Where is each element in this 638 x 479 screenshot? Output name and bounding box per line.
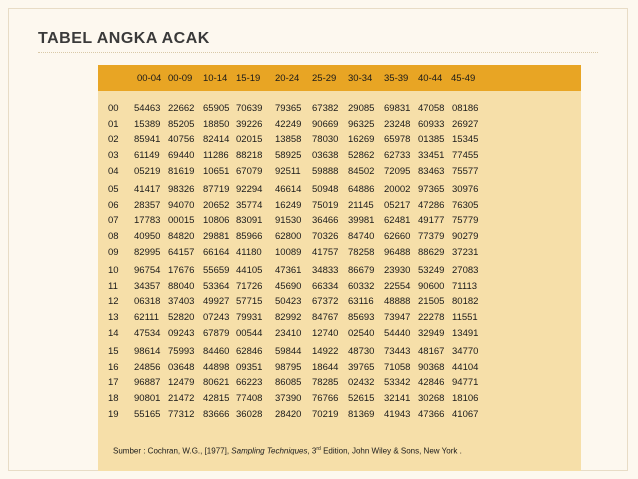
table-cell: 86085: [275, 377, 302, 389]
table-cell: 50423: [275, 296, 302, 308]
table-cell: 23410: [275, 327, 302, 339]
table-cell: 26927: [452, 118, 479, 130]
table-cell: 64886: [348, 184, 375, 195]
row-label: 16: [108, 361, 119, 373]
table-cell: 39226: [236, 118, 263, 130]
table-cell: 79931: [236, 312, 263, 324]
row-label: 04: [108, 165, 119, 177]
table-cell: 02432: [348, 377, 375, 389]
table-cell: 83666: [203, 408, 230, 420]
table-cell: 07243: [203, 312, 230, 324]
table-cell: 09351: [236, 361, 263, 373]
row-label: 07: [108, 215, 119, 227]
row-label: 10: [108, 265, 119, 276]
table-cell: 52615: [348, 393, 375, 405]
row-label: 01: [108, 118, 119, 130]
table-cell: 96488: [384, 246, 411, 258]
table-cell: 16249: [275, 199, 302, 211]
row-label: 02: [108, 134, 119, 146]
table-cell: 90368: [418, 361, 445, 373]
table-cell: 67382: [312, 103, 339, 114]
column-header: 10-14: [203, 73, 228, 84]
table-cell: 39981: [348, 215, 375, 227]
table-cell: 72095: [384, 165, 411, 177]
table-cell: 64157: [168, 246, 195, 258]
table-cell: 20002: [384, 184, 411, 195]
column-header: 45-49: [451, 73, 476, 84]
random-number-table: [98, 65, 581, 471]
table-cell: 47366: [418, 408, 445, 420]
row-label: 08: [108, 231, 119, 243]
table-cell: 22554: [384, 280, 411, 292]
table-cell: 65978: [384, 134, 411, 146]
table-cell: 69440: [168, 150, 195, 162]
table-cell: 98326: [168, 184, 195, 195]
table-cell: 27083: [452, 265, 479, 276]
table-cell: 10651: [203, 165, 230, 177]
table-cell: 15345: [452, 134, 479, 146]
table-cell: 41067: [452, 408, 479, 420]
table-cell: 67879: [203, 327, 230, 339]
column-header: 25-29: [312, 73, 337, 84]
table-cell: 01385: [418, 134, 445, 146]
table-cell: 17676: [168, 265, 195, 276]
table-cell: 22662: [168, 103, 195, 114]
table-cell: 46614: [275, 184, 302, 195]
table-cell: 45690: [275, 280, 302, 292]
table-cell: 76305: [452, 199, 479, 211]
column-header: 30-34: [348, 73, 373, 84]
table-cell: 00544: [236, 327, 263, 339]
table-cell: 14922: [312, 346, 339, 357]
table-cell: 88040: [168, 280, 195, 292]
table-cell: 84460: [203, 346, 230, 357]
table-cell: 90600: [418, 280, 445, 292]
table-cell: 35774: [236, 199, 263, 211]
table-cell: 70219: [312, 408, 339, 420]
table-cell: 55659: [203, 265, 230, 276]
table-cell: 78030: [312, 134, 339, 146]
table-cell: 92294: [236, 184, 263, 195]
table-cell: 34357: [134, 280, 161, 292]
table-cell: 20652: [203, 199, 230, 211]
row-label: 19: [108, 408, 119, 420]
table-cell: 32949: [418, 327, 445, 339]
table-cell: 03648: [168, 361, 195, 373]
table-cell: 41757: [312, 246, 339, 258]
table-cell: 77408: [236, 393, 263, 405]
table-cell: 78258: [348, 246, 375, 258]
table-cell: 33451: [418, 150, 445, 162]
table-cell: 63116: [348, 296, 374, 308]
table-cell: 81619: [168, 165, 195, 177]
table-cell: 55165: [134, 408, 161, 420]
table-cell: 69831: [384, 103, 411, 114]
table-cell: 94070: [168, 199, 195, 211]
table-cell: 52862: [348, 150, 375, 162]
row-label: 12: [108, 296, 119, 308]
table-cell: 13858: [275, 134, 302, 146]
table-cell: 12740: [312, 327, 339, 339]
table-cell: 70326: [312, 231, 339, 243]
table-cell: 73443: [384, 346, 411, 357]
table-cell: 42815: [203, 393, 230, 405]
table-cell: 85693: [348, 312, 375, 324]
table-cell: 90669: [312, 118, 339, 130]
table-cell: 40756: [168, 134, 195, 146]
table-cell: 67372: [312, 296, 339, 308]
table-cell: 32141: [384, 393, 411, 405]
table-cell: 47286: [418, 199, 445, 211]
table-cell: 80182: [452, 296, 479, 308]
title-divider: [38, 52, 598, 53]
table-cell: 62111: [134, 312, 160, 324]
table-cell: 77379: [418, 231, 445, 243]
table-cell: 37390: [275, 393, 302, 405]
table-cell: 96754: [134, 265, 161, 276]
column-header: 35-39: [384, 73, 409, 84]
table-cell: 02015: [236, 134, 263, 146]
table-cell: 88218: [236, 150, 263, 162]
table-cell: 84740: [348, 231, 375, 243]
table-cell: 09243: [168, 327, 195, 339]
table-cell: 41417: [134, 184, 161, 195]
table-cell: 81369: [348, 408, 375, 420]
table-cell: 29881: [203, 231, 230, 243]
row-label: 09: [108, 246, 119, 258]
source-publisher: Edition, John Wiley & Sons, New York .: [320, 446, 462, 456]
table-cell: 50948: [312, 184, 339, 195]
table-cell: 78285: [312, 377, 339, 389]
table-cell: 90279: [452, 231, 479, 243]
table-cell: 12479: [168, 377, 195, 389]
table-cell: 71113: [452, 280, 478, 292]
table-cell: 92511: [275, 165, 301, 177]
table-cell: 02540: [348, 327, 375, 339]
table-cell: 49927: [203, 296, 230, 308]
table-cell: 21145: [348, 199, 374, 211]
table-cell: 75577: [452, 165, 479, 177]
table-cell: 18850: [203, 118, 230, 130]
table-cell: 75993: [168, 346, 195, 357]
table-cell: 10089: [275, 246, 302, 258]
table-cell: 82992: [275, 312, 302, 324]
table-cell: 21472: [168, 393, 195, 405]
table-cell: 22278: [418, 312, 445, 324]
table-cell: 44898: [203, 361, 230, 373]
table-cell: 58925: [275, 150, 302, 162]
table-cell: 41943: [384, 408, 411, 420]
table-cell: 59888: [312, 165, 339, 177]
table-cell: 77312: [168, 408, 195, 420]
table-cell: 11286: [203, 150, 229, 162]
table-cell: 17783: [134, 215, 161, 227]
table-cell: 60933: [418, 118, 445, 130]
table-cell: 59844: [275, 346, 302, 357]
table-cell: 80621: [203, 377, 230, 389]
table-cell: 42846: [418, 377, 445, 389]
table-cell: 37403: [168, 296, 195, 308]
table-cell: 83463: [418, 165, 445, 177]
column-header: 00-09: [168, 73, 193, 84]
table-cell: 62733: [384, 150, 411, 162]
table-cell: 28357: [134, 199, 161, 211]
table-cell: 10806: [203, 215, 230, 227]
source-prefix: Sumber : Cochran, W.G., [1977],: [113, 446, 232, 456]
table-cell: 40950: [134, 231, 161, 243]
row-label: 15: [108, 346, 119, 357]
table-cell: 48888: [384, 296, 411, 308]
row-label: 05: [108, 184, 119, 195]
source-edition-suffix: rd: [316, 446, 321, 452]
table-cell: 61149: [134, 150, 160, 162]
table-cell: 30976: [452, 184, 479, 195]
table-cell: 49177: [418, 215, 445, 227]
source-edition: , 3: [307, 446, 317, 456]
table-cell: 47361: [275, 265, 302, 276]
table-cell: 54463: [134, 103, 161, 114]
table-cell: 34770: [452, 346, 479, 357]
row-label: 03: [108, 150, 119, 162]
table-cell: 75019: [312, 199, 339, 211]
column-header: 40-44: [418, 73, 443, 84]
table-cell: 75779: [452, 215, 479, 227]
table-cell: 66223: [236, 377, 263, 389]
table-cell: 23248: [384, 118, 411, 130]
table-cell: 11551: [452, 312, 478, 324]
table-cell: 23930: [384, 265, 411, 276]
table-cell: 90801: [134, 393, 161, 405]
page-title: TABEL ANGKA ACAK: [38, 30, 210, 47]
table-cell: 84767: [312, 312, 339, 324]
table-cell: 34833: [312, 265, 339, 276]
table-cell: 86679: [348, 265, 375, 276]
table-cell: 15389: [134, 118, 161, 130]
table-cell: 70639: [236, 103, 263, 114]
table-cell: 87719: [203, 184, 230, 195]
table-cell: 41180: [236, 246, 262, 258]
table-cell: 84502: [348, 165, 375, 177]
table-cell: 53364: [203, 280, 230, 292]
table-cell: 76766: [312, 393, 339, 405]
table-cell: 05217: [384, 199, 411, 211]
table-cell: 29085: [348, 103, 375, 114]
table-cell: 21505: [418, 296, 445, 308]
table-cell: 06318: [134, 296, 161, 308]
table-cell: 71726: [236, 280, 263, 292]
table-cell: 62800: [275, 231, 302, 243]
row-label: 13: [108, 312, 119, 324]
table-cell: 66334: [312, 280, 339, 292]
table-cell: 73947: [384, 312, 411, 324]
table-cell: 00015: [168, 215, 195, 227]
table-cell: 42249: [275, 118, 302, 130]
table-cell: 88629: [418, 246, 445, 258]
table-cell: 36466: [312, 215, 339, 227]
table-cell: 82414: [203, 134, 230, 146]
table-cell: 79365: [275, 103, 302, 114]
table-cell: 54440: [384, 327, 411, 339]
table-header: [98, 65, 581, 91]
table-cell: 62846: [236, 346, 263, 357]
table-cell: 98614: [134, 346, 161, 357]
table-cell: 48730: [348, 346, 375, 357]
row-label: 17: [108, 377, 119, 389]
table-cell: 28420: [275, 408, 302, 420]
column-header: 20-24: [275, 73, 300, 84]
table-cell: 57715: [236, 296, 263, 308]
table-cell: 62660: [384, 231, 411, 243]
table-cell: 82995: [134, 246, 161, 258]
table-cell: 39765: [348, 361, 375, 373]
table-cell: 67079: [236, 165, 263, 177]
table-cell: 44104: [452, 361, 479, 373]
table-cell: 94771: [452, 377, 479, 389]
table-cell: 98795: [275, 361, 302, 373]
table-cell: 52820: [168, 312, 195, 324]
source-citation: [113, 446, 462, 456]
table-cell: 66164: [203, 246, 230, 258]
column-header: 15-19: [236, 73, 261, 84]
table-cell: 65905: [203, 103, 230, 114]
table-cell: 60332: [348, 280, 375, 292]
table-cell: 96325: [348, 118, 375, 130]
table-cell: 85205: [168, 118, 195, 130]
row-label: 00: [108, 103, 119, 114]
table-cell: 47058: [418, 103, 445, 114]
column-header: 00-04: [137, 73, 162, 84]
table-cell: 36028: [236, 408, 263, 420]
table-cell: 71058: [384, 361, 411, 373]
table-cell: 24856: [134, 361, 161, 373]
table-cell: 03638: [312, 150, 339, 162]
table-cell: 30268: [418, 393, 445, 405]
table-cell: 05219: [134, 165, 161, 177]
row-label: 06: [108, 199, 119, 211]
table-cell: 44105: [236, 265, 263, 276]
table-cell: 47534: [134, 327, 161, 339]
row-label: 11: [108, 280, 118, 292]
table-cell: 85966: [236, 231, 263, 243]
table-cell: 96887: [134, 377, 161, 389]
table-cell: 16269: [348, 134, 375, 146]
table-cell: 84820: [168, 231, 195, 243]
row-label: 18: [108, 393, 119, 405]
table-cell: 77455: [452, 150, 479, 162]
table-cell: 18644: [312, 361, 339, 373]
row-label: 14: [108, 327, 119, 339]
table-cell: 83091: [236, 215, 263, 227]
source-book-title: Sampling Techniques: [231, 446, 308, 456]
table-cell: 48167: [418, 346, 445, 357]
table-cell: 53342: [384, 377, 411, 389]
table-cell: 18106: [452, 393, 479, 405]
table-cell: 85941: [134, 134, 161, 146]
table-cell: 97365: [418, 184, 445, 195]
table-cell: 08186: [452, 103, 479, 114]
table-cell: 62481: [384, 215, 411, 227]
table-cell: 13491: [452, 327, 479, 339]
table-cell: 91530: [275, 215, 302, 227]
table-cell: 37231: [452, 246, 479, 258]
table-cell: 53249: [418, 265, 445, 276]
